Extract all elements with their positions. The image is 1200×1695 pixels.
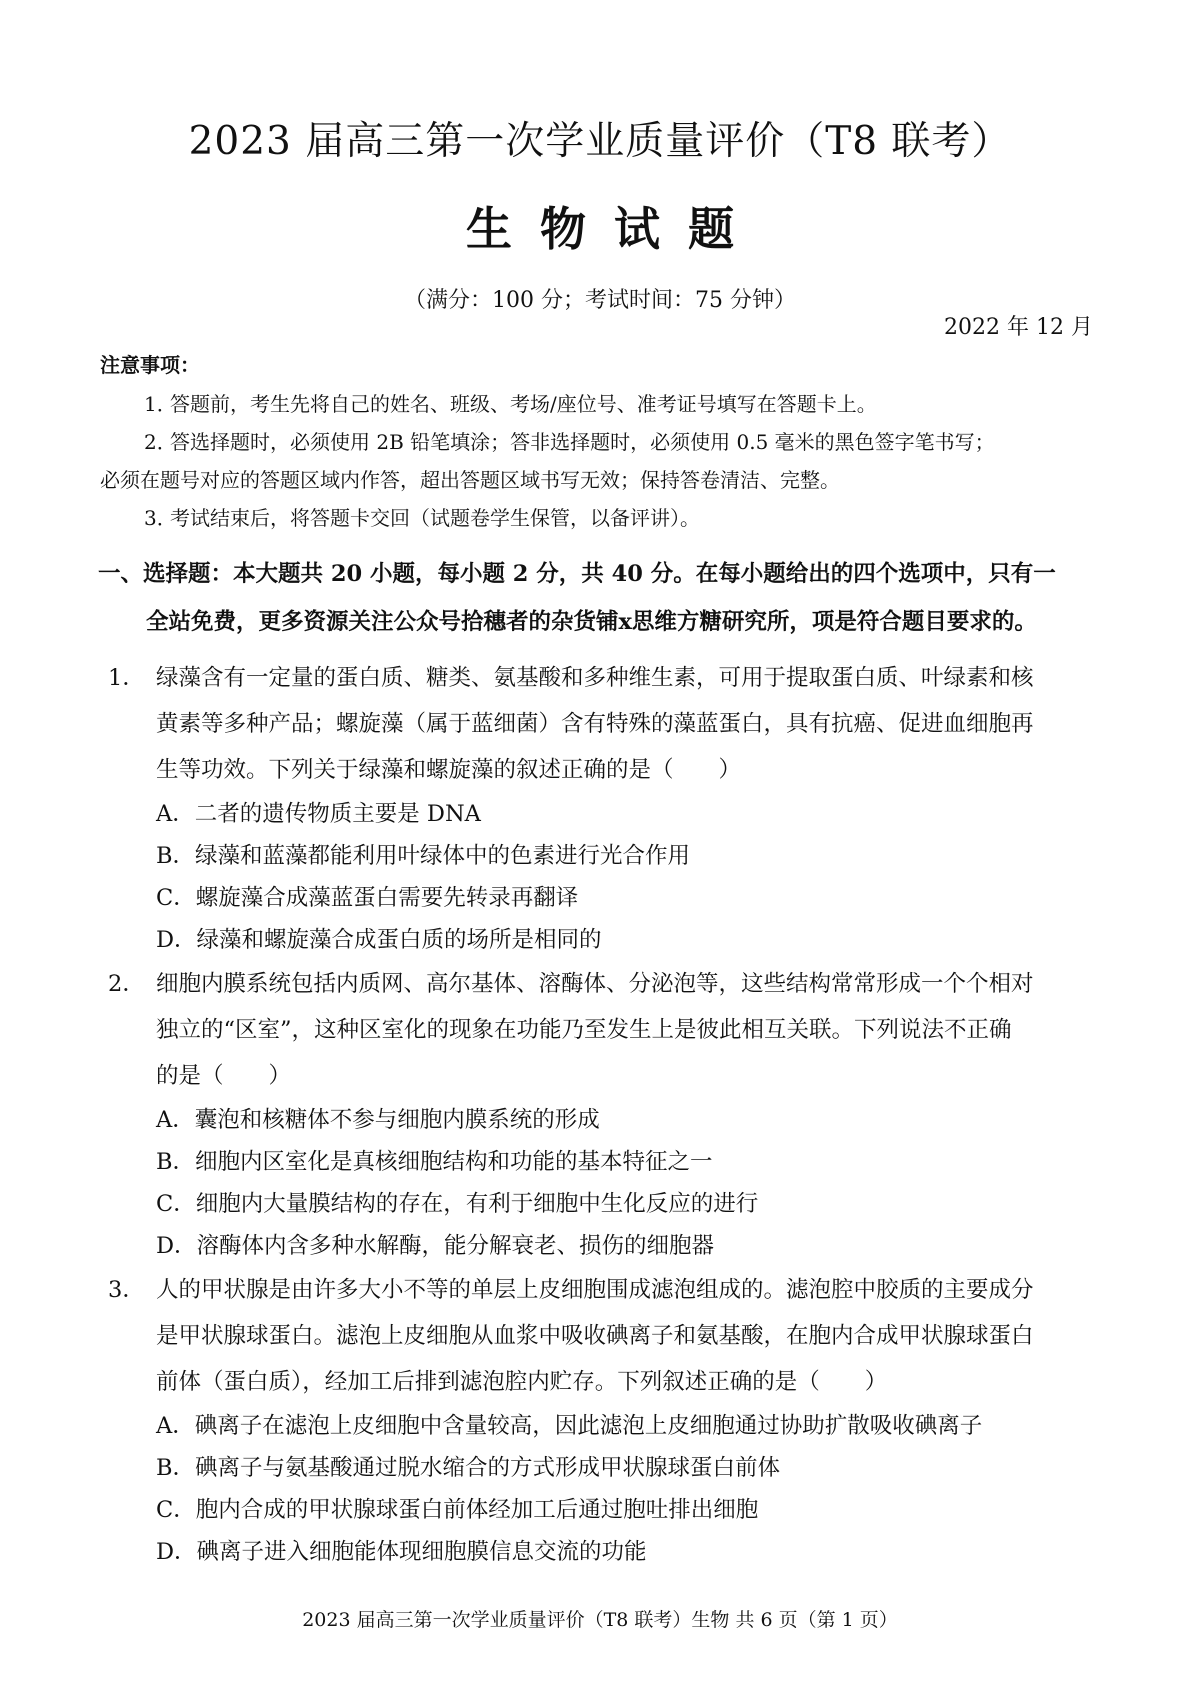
option-d: D．绿藻和螺旋藻合成蛋白质的场所是相同的 [156,927,602,953]
question-stem [108,655,1118,793]
option-d: D．溶酶体内含多种水解酶，能分解衰老、损伤的细胞器 [156,1233,715,1259]
option-a: A．二者的遗传物质主要是 DNA [156,801,481,827]
notice-number: 3． [144,506,177,530]
subject-title: 生物试题 [466,202,762,256]
stem-line: 黄素等多种产品；螺旋藻（属于蓝细菌）含有特殊的藻蓝蛋白，具有抗癌、促进血细胞再 [156,711,1034,737]
notice-item-1 [100,385,1120,423]
notice-text: 答选择题时，必须使用 2B 铅笔填涂；答非选择题时，必须使用 0.5 毫米的黑色签字笔书写； [170,430,995,454]
notice-number: 2． [144,430,177,454]
stem-line: 独立的“区室”，这种区室化的现象在功能乃至发生上是彼此相互关联。下列说法不正确 [156,1017,1012,1043]
option-c: C．胞内合成的甲状腺球蛋白前体经加工后通过胞吐排出细胞 [156,1497,759,1523]
question-number: 1． [108,665,145,691]
option-b: B．绿藻和蓝藻都能利用叶绿体中的色素进行光合作用 [156,843,691,869]
question-text [156,961,1118,1099]
question-2 [108,961,1118,1267]
question-number: 3． [108,1277,145,1303]
notice-item-2-continuation: 必须在题号对应的答题区域内作答，超出答题区域书写无效；保持答卷清洁、完整。 [100,468,840,492]
notice-text: 考试结束后，将答题卡交回（试题卷学生保管，以备评讲）。 [170,506,700,530]
notice-item-3 [100,499,1120,537]
option-c: C．螺旋藻合成藻蓝蛋白需要先转录再翻译 [156,885,579,911]
stem-line: 细胞内膜系统包括内质网、高尔基体、溶酶体、分泌泡等，这些结构常常形成一个个相对 [156,971,1034,997]
question-text [156,655,1118,793]
notice-text: 答题前，考生先将自己的姓名、班级、考场/座位号、准考证号填写在答题卡上。 [170,392,877,416]
option-a: A．囊泡和核糖体不参与细胞内膜系统的形成 [156,1107,600,1133]
exam-title: 2023 届高三第一次学业质量评价（T8 联考） [188,119,1012,164]
section-heading [98,550,1128,646]
question-3 [108,1267,1118,1573]
stem-line: 的是（ ） [156,1063,292,1089]
exam-date: 2022 年 12 月 [944,315,1093,340]
question-1 [108,655,1118,961]
stem-line: 人的甲状腺是由许多大小不等的单层上皮细胞围成滤泡组成的。滤泡腔中胶质的主要成分 [156,1277,1034,1303]
stem-line: 绿藻含有一定量的蛋白质、糖类、氨基酸和多种维生素，可用于提取蛋白质、叶绿素和核 [156,665,1034,691]
question-stem [108,1267,1118,1405]
notice-item-2 [100,423,1120,461]
question-number: 2． [108,971,145,997]
option-b: B．细胞内区室化是真核细胞结构和功能的基本特征之一 [156,1149,713,1175]
stem-line: 是甲状腺球蛋白。滤泡上皮细胞从血浆中吸收碘离子和氨基酸，在胞内合成甲状腺球蛋白 [156,1323,1034,1349]
section-line-2: 全站免费，更多资源关注公众号拾穗者的杂货铺x思维方糖研究所，项是符合题目要求的。 [146,609,1037,635]
page-footer: 2023 届高三第一次学业质量评价（T8 联考）生物 共 6 页（第 1 页） [302,1609,898,1631]
exam-info: （满分：100 分；考试时间：75 分钟） [404,288,796,313]
option-b: B．碘离子与氨基酸通过脱水缩合的方式形成甲状腺球蛋白前体 [156,1455,781,1481]
question-list [108,655,1118,1573]
notice-block [100,345,1120,537]
stem-line: 前体（蛋白质），经加工后排到滤泡腔内贮存。下列叙述正确的是（ ） [156,1369,888,1395]
stem-line: 生等功效。下列关于绿藻和螺旋藻的叙述正确的是（ ） [156,757,742,783]
notice-title: 注意事项： [100,353,200,377]
notice-number: 1． [144,392,177,416]
section-line-1: 一、选择题：本大题共 20 小题，每小题 2 分，共 40 分。在每小题给出的四个选项中，只有一 [98,561,1056,587]
option-c: C．细胞内大量膜结构的存在，有利于细胞中生化反应的进行 [156,1191,759,1217]
option-a: A．碘离子在滤泡上皮细胞中含量较高，因此滤泡上皮细胞通过协助扩散吸收碘离子 [156,1413,983,1439]
question-stem [108,961,1118,1099]
option-d: D．碘离子进入细胞能体现细胞膜信息交流的功能 [156,1539,647,1565]
question-text [156,1267,1118,1405]
